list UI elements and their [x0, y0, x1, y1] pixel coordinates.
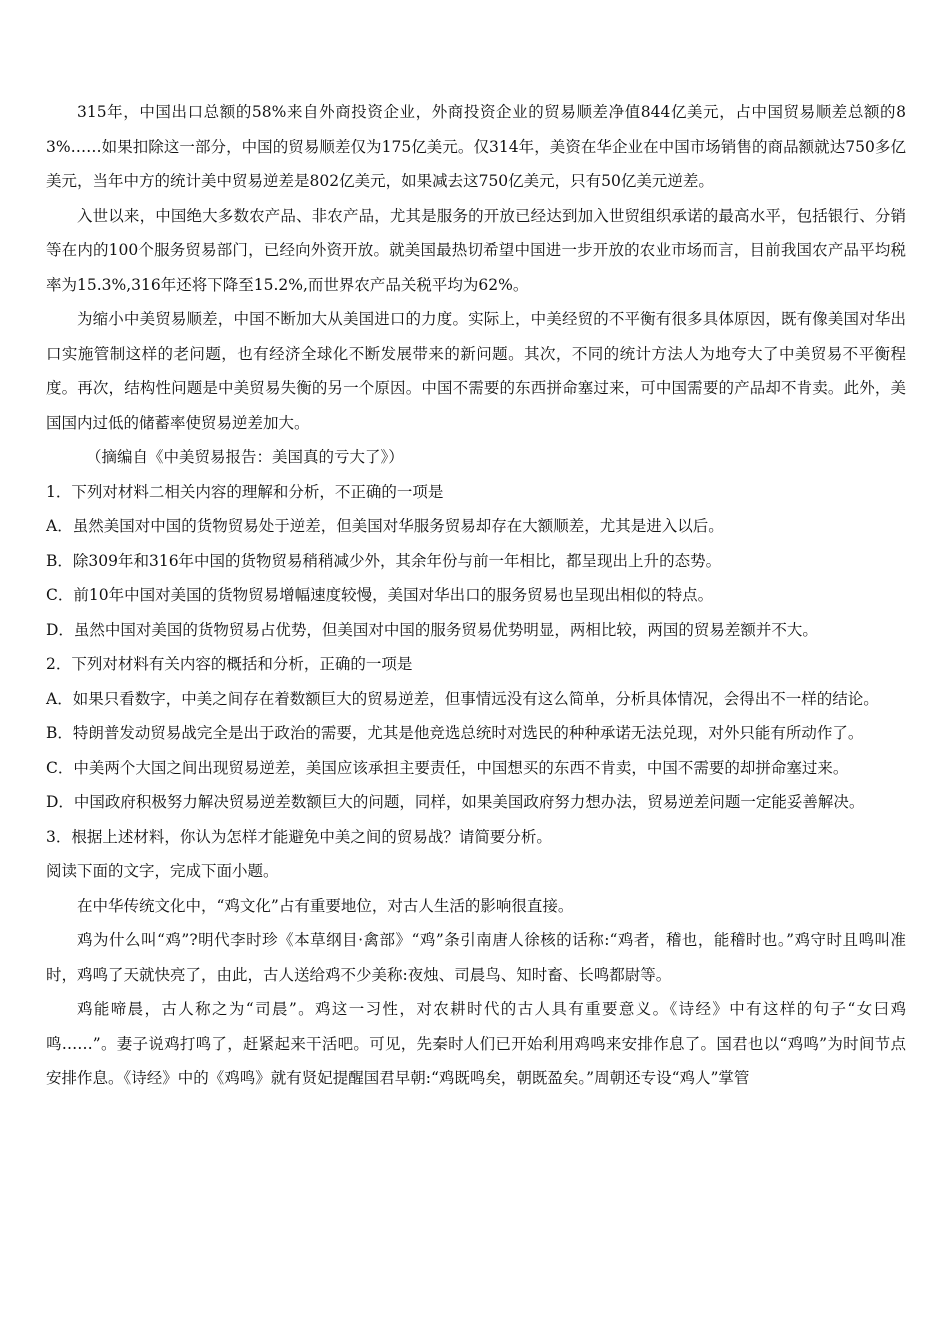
question-2-stem: 2．下列对材料有关内容的概括和分析，正确的一项是 [46, 655, 413, 673]
material-paragraph-2: 入世以来，中国绝大多数农产品、非农产品，尤其是服务的开放已经达到加入世贸组织承诺的最高水平，包括银行、分销等在内的100个服务贸易部门，已经向外资开放。就美国最热切希望中国进一步开放的农业市场而言，目前我国农产品平均税率为15.3%,316年还将下降至15.2%,而世界农产品关税平均为62%。 [46, 206, 906, 294]
question-2-option-a: A．如果只看数字，中美之间存在着数额巨大的贸易逆差，但事情远没有这么简单，分析具体情况，会得出不一样的结论。 [46, 689, 879, 708]
reading-paragraph-2: 鸡为什么叫“鸡”?明代李时珍《本草纲目·禽部》“鸡”条引南唐人徐核的话称:“鸡者，稽也，能稽时也。”鸡守时且鸣叫准时，鸡鸣了天就快亮了，由此，古人送给鸡不少美称:夜烛、司晨鸟、知时畜、长鸣都尉等。 [46, 931, 906, 984]
question-1-option-c: C．前10年中国对美国的货物贸易增幅速度较慢，美国对华出口的服务贸易也呈现出相似的特点。 [46, 586, 714, 604]
question-2-option-c: C．中美两个大国之间出现贸易逆差，美国应该承担主要责任，中国想买的东西不肯卖，中国不需要的却拼命塞过来。 [46, 758, 849, 777]
material-paragraph-1: 315年，中国出口总额的58%来自外商投资企业，外商投资企业的贸易顺差净值844亿美元，占中国贸易顺差总额的83%……如果扣除这一部分，中国的贸易顺差仅为175亿美元。仅314年，美资在华企业在中国市场销售的商品额就达750多亿美元，当年中方的统计美中贸易逆差是802亿美元，如果减去这750亿美元，只有50亿美元逆差。 [46, 103, 906, 190]
question-2-option-d: D．中国政府积极努力解决贸易逆差数额巨大的问题，同样，如果美国政府努力想办法，贸易逆差问题一定能妥善解决。 [46, 793, 865, 811]
question-1-option-b: B．除309年和316年中国的货物贸易稍稍减少外，其余年份与前一年相比，都呈现出上升的态势。 [46, 551, 722, 570]
reading-instruction: 阅读下面的文字，完成下面小题。 [46, 862, 279, 880]
reading-paragraph-1: 在中华传统文化中，“鸡文化”占有重要地位，对古人生活的影响很直接。 [77, 896, 574, 915]
material-paragraph-3: 为缩小中美贸易顺差，中国不断加大从美国进口的力度。实际上，中美经贸的不平衡有很多具体原因，既有像美国对华出口实施管制这样的老问题，也有经济全球化不断发展带来的新问题。其次，不同的统计方法人为地夸大了中美贸易不平衡程度。再次，结构性问题是中美贸易失衡的另一个原因。中国不需要的东西拼命塞过来，可中国需要的产品却不肯卖。此外，美国国内过低的储蓄率使贸易逆差加大。 [46, 310, 906, 432]
document-page [46, 95, 906, 1096]
question-2-option-b: B．特朗普发动贸易战完全是出于政治的需要，尤其是他竞选总统时对选民的种种承诺无法兑现，对外只能有所动作了。 [46, 724, 864, 742]
reading-paragraph-3: 鸡能啼晨，古人称之为“司晨”。鸡这一习性，对农耕时代的古人具有重要意义。《诗经》中有这样的句子“女曰鸡鸣……”。妻子说鸡打鸣了，赶紧起来干活吧。可见，先秦时人们已开始利用鸡鸣来安排作息了。国君也以“鸡鸣”为时间节点安排作息。《诗经》中的《鸡鸣》就有贤妃提醒国君早朝:“鸡既鸣矣，朝既盈矣。”周朝还专设“鸡人”掌管 [46, 1000, 906, 1087]
question-1-option-a: A．虽然美国对中国的货物贸易处于逆差，但美国对华服务贸易却存在大额顺差，尤其是进入以后。 [46, 517, 724, 535]
question-3-stem: 3．根据上述材料，你认为怎样才能避免中美之间的贸易战？请简要分析。 [46, 827, 552, 846]
question-1-option-d: D．虽然中国对美国的货物贸易占优势，但美国对中国的服务贸易优势明显，两相比较，两国的贸易差额并不大。 [46, 620, 818, 639]
material-source: （摘编自《中美贸易报告：美国真的亏大了》） [86, 448, 404, 466]
question-1-stem: 1．下列对材料二相关内容的理解和分析，不正确的一项是 [46, 482, 444, 501]
